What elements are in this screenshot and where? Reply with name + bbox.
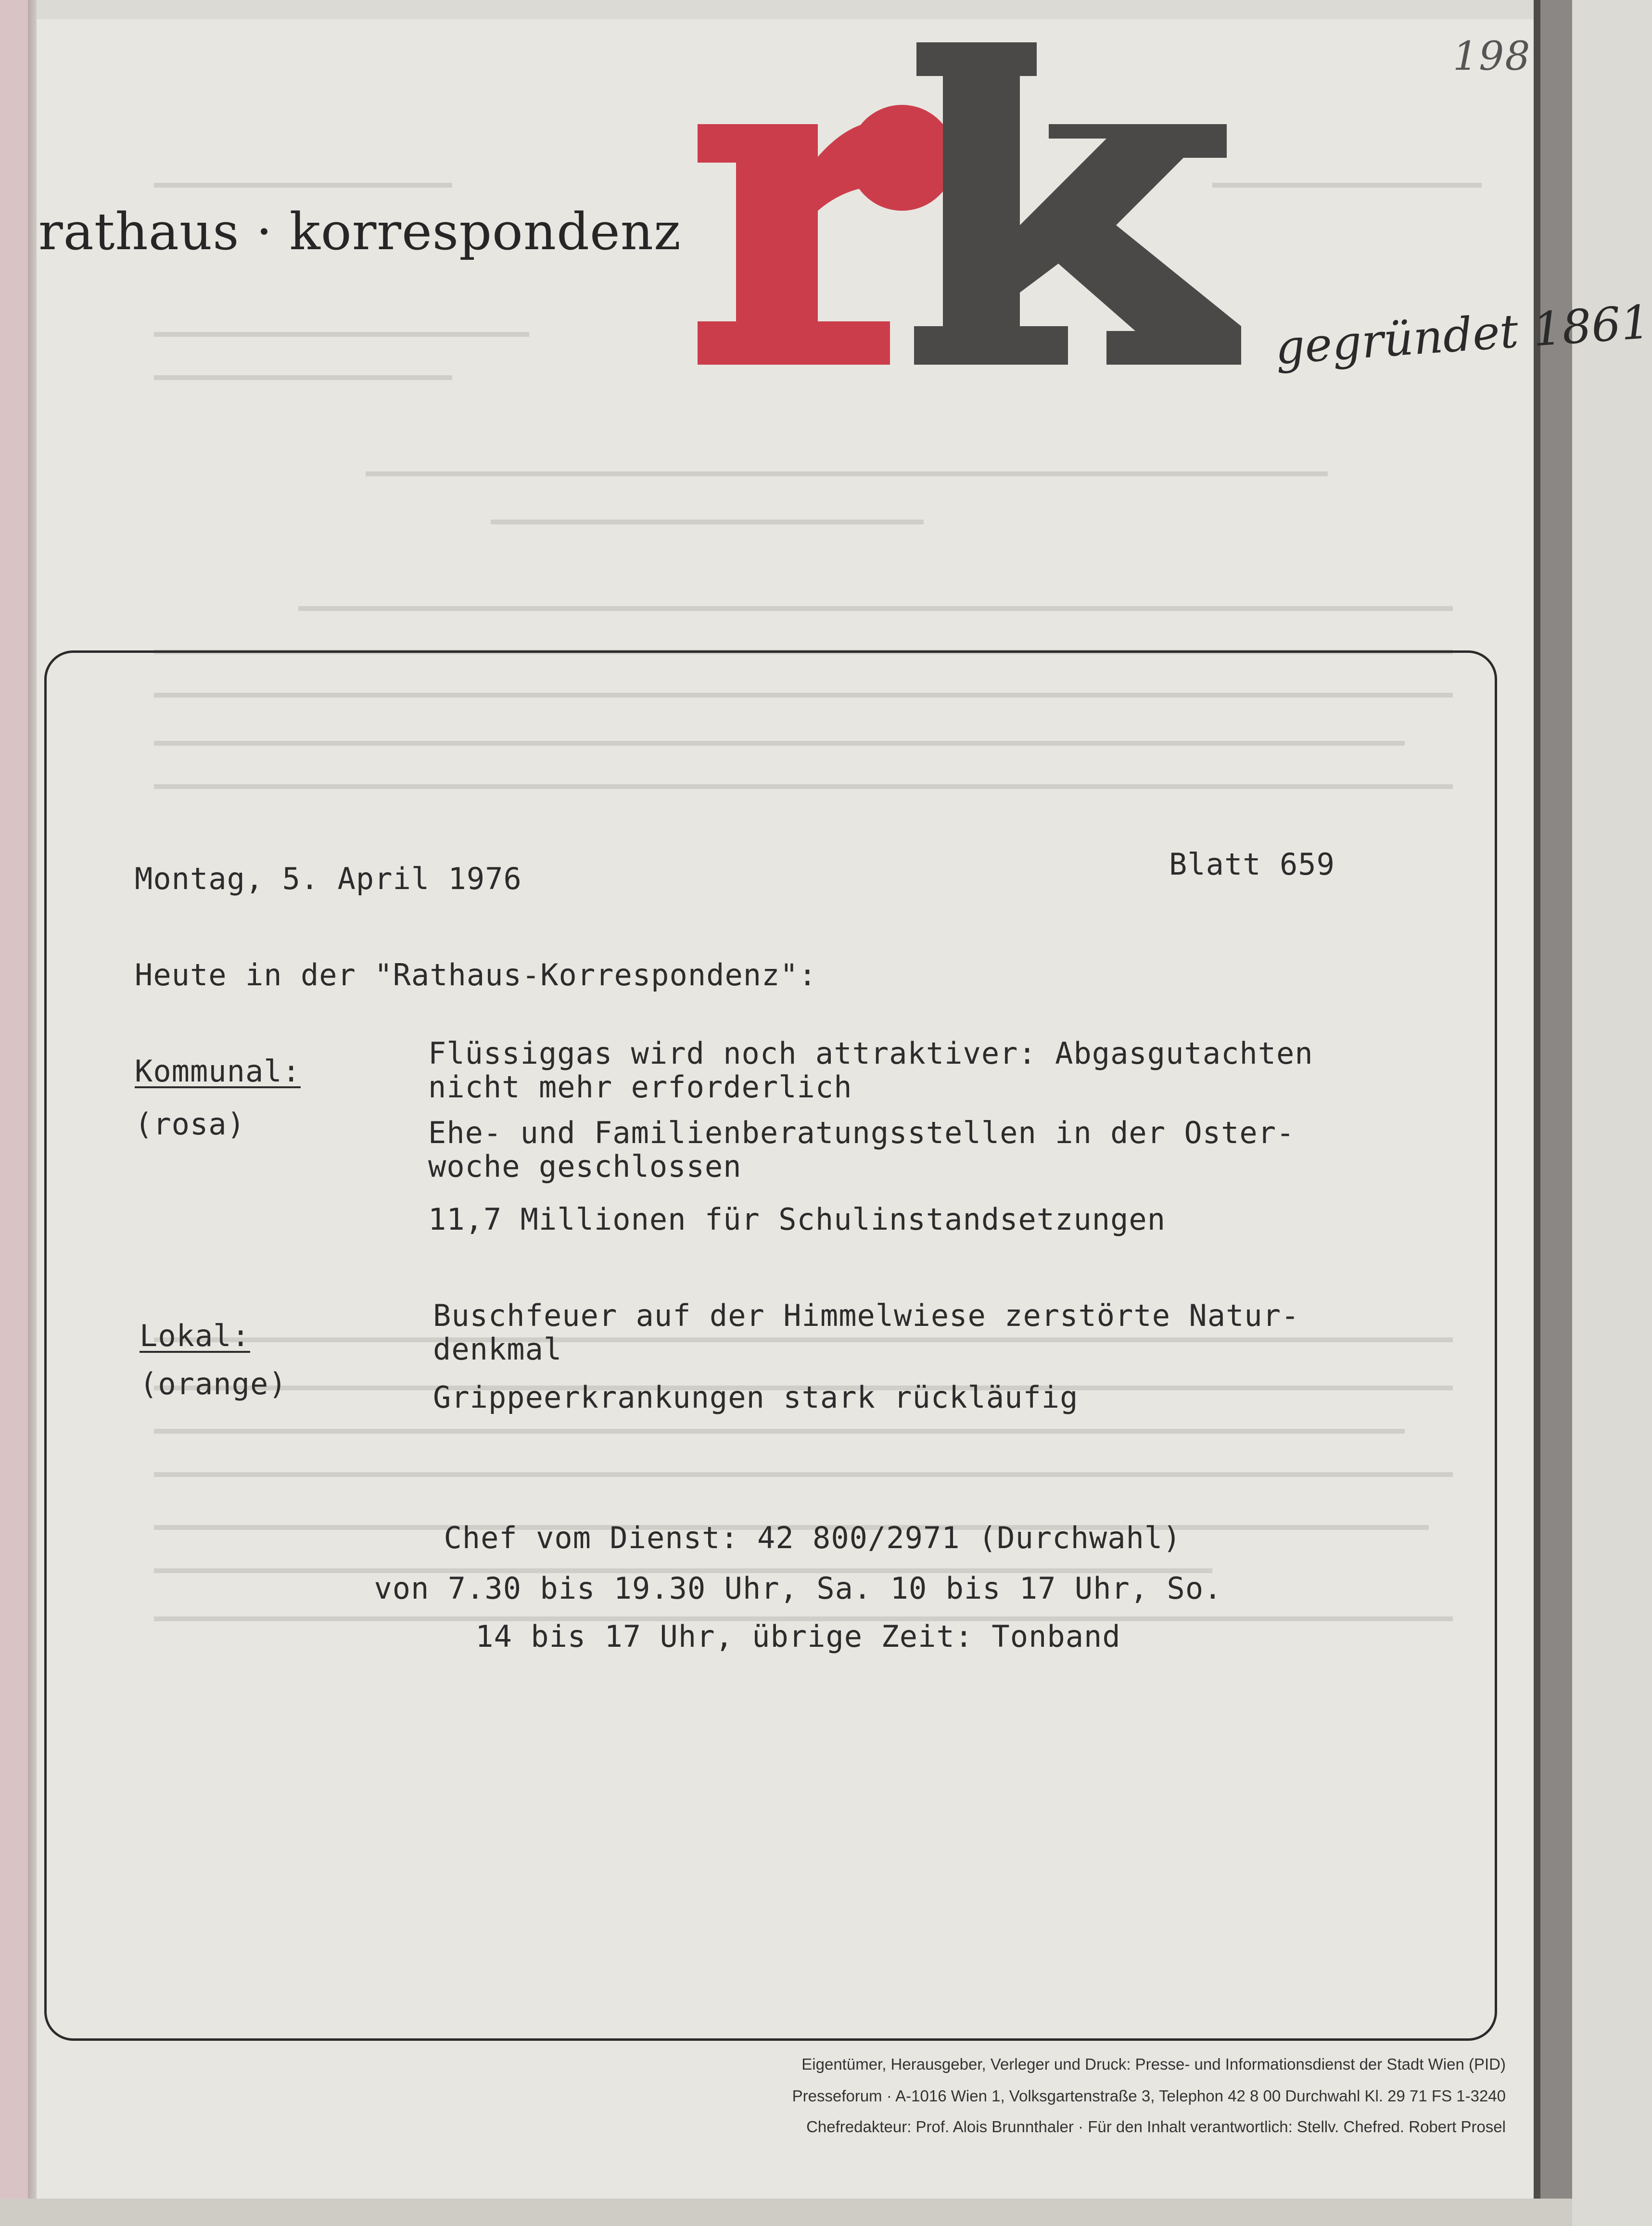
contact-line-1: Chef vom Dienst: 42 800/2971 (Durchwahl) xyxy=(444,1520,1182,1555)
story-1-line-1: Flüssiggas wird noch attraktiver: Abgasgutachten xyxy=(428,1036,1313,1071)
issue-date: Montag, 5. April 1976 xyxy=(135,861,522,896)
contents-intro: Heute in der "Rathaus-Korrespondenz": xyxy=(135,957,817,992)
contact-line-3: 14 bis 17 Uhr, übrige Zeit: Tonband xyxy=(475,1619,1121,1654)
section-color-lokal: (orange) xyxy=(140,1366,287,1401)
story-1-line-2: nicht mehr erforderlich xyxy=(428,1069,852,1105)
story-5 xyxy=(433,1381,1078,1414)
section-label-kommunal: Kommunal: xyxy=(135,1054,301,1089)
contact-line-2: von 7.30 bis 19.30 Uhr, Sa. 10 bis 17 Uhr, So. xyxy=(374,1571,1222,1606)
story-2-line-1: Ehe- und Familienberatungsstellen in der Oster- xyxy=(428,1115,1295,1150)
story-4 xyxy=(433,1299,1299,1366)
story-5-line-1: Grippeerkrankungen stark rückläufig xyxy=(433,1380,1079,1415)
section-color-kommunal: (rosa) xyxy=(135,1107,245,1142)
handwritten-page-number: 198 xyxy=(1453,34,1531,79)
binding-shadow xyxy=(28,0,37,2226)
bottom-page-edge xyxy=(0,2199,1572,2226)
sheet-number: Blatt 659 xyxy=(1169,847,1335,882)
story-4-line-1: Buschfeuer auf der Himmelwiese zerstörte Natur- xyxy=(433,1298,1300,1333)
founded-signature: gegründet 1861 xyxy=(1273,294,1652,375)
section-label-lokal: Lokal: xyxy=(140,1318,250,1353)
story-1 xyxy=(428,1037,1313,1104)
masthead-title: rathaus · korrespondenz xyxy=(38,202,681,261)
story-3 xyxy=(428,1203,1166,1236)
imprint-line-1: Eigentümer, Herausgeber, Verleger und Druck: Presse- und Informationsdienst der Stadt Wien (PID) xyxy=(801,2055,1506,2073)
rk-logo xyxy=(693,42,1260,369)
imprint-line-3: Chefredakteur: Prof. Alois Brunnthaler · Für den Inhalt verantwortlich: Stellv. Chefred. Robert Prosel xyxy=(806,2118,1506,2136)
story-3-line-1: 11,7 Millionen für Schulinstandsetzungen xyxy=(428,1202,1166,1237)
logo-letter-k xyxy=(914,42,1241,365)
story-4-line-2: denkmal xyxy=(433,1332,562,1367)
story-2 xyxy=(428,1116,1295,1183)
logo-letter-r xyxy=(698,105,955,365)
imprint-line-2: Presseforum · A-1016 Wien 1, Volksgartenstraße 3, Telephon 42 8 00 Durchwahl Kl. 29 71 FS 1-3240 xyxy=(792,2087,1506,2105)
story-2-line-2: woche geschlossen xyxy=(428,1149,742,1184)
